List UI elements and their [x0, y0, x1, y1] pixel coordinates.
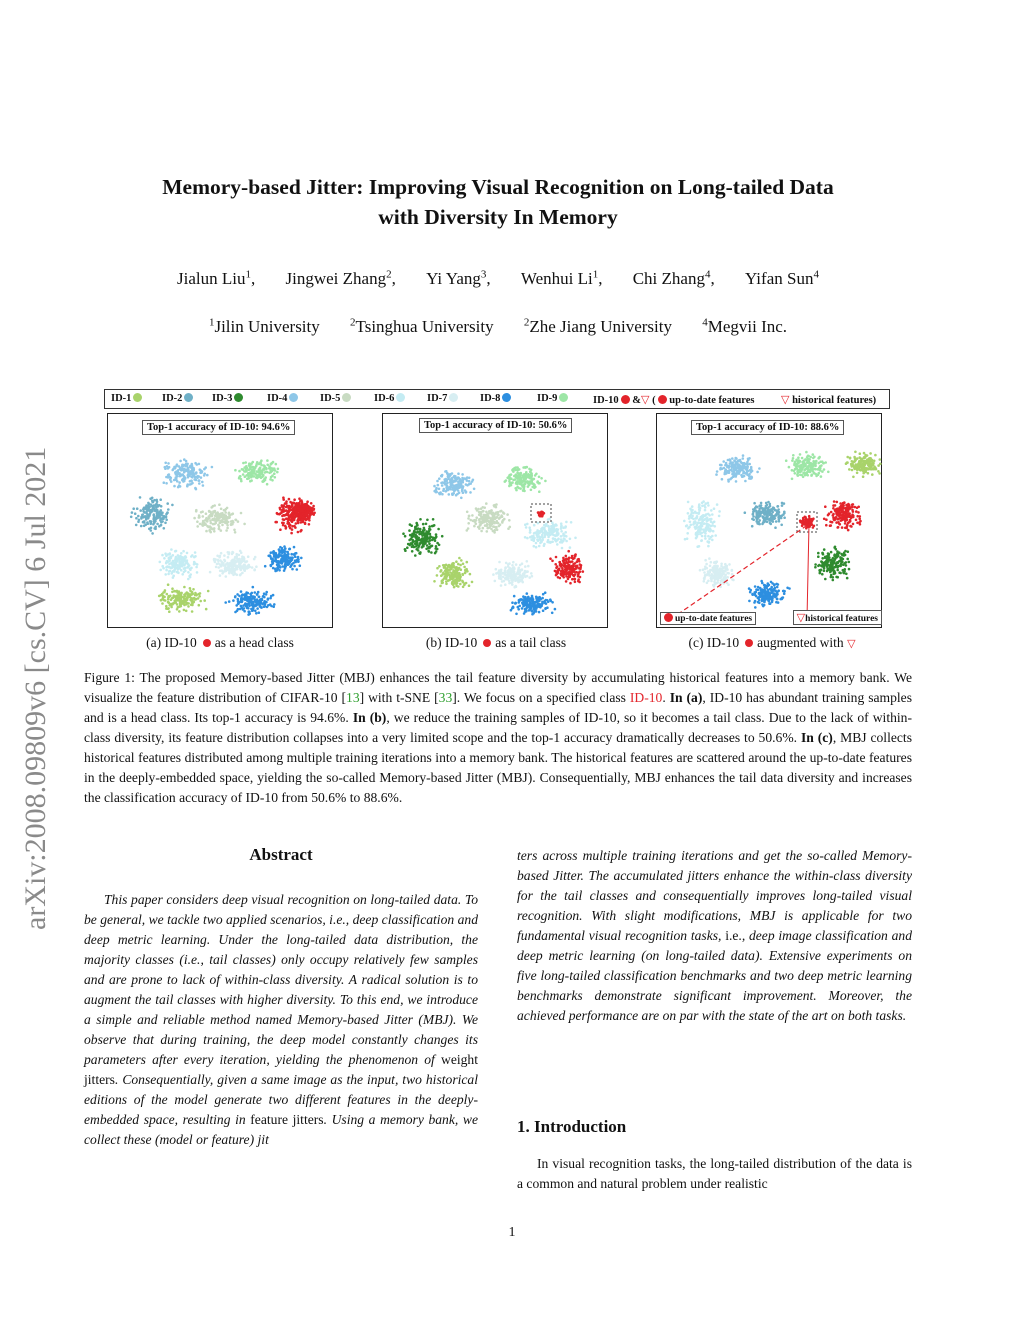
section-heading-introduction: 1. Introduction	[517, 1117, 627, 1136]
legend-dot-icon	[234, 393, 243, 402]
legend-id-3: ID-3	[212, 393, 243, 404]
legend-id-10: ID-10 &▽ ( up-to-date features	[593, 394, 755, 406]
cluster-1	[433, 470, 475, 499]
triangle-icon: ▽	[796, 612, 806, 624]
historical-tag: ▽historical features	[793, 610, 882, 625]
abstract-text-right: ters across multiple training iterations and get the so-called Memory-based Jitter. The accumulated jitters enhance the within-class diversity for the tail classes and consequentially improves long-tailed visual recognition. With slight modifications, MBJ is applicable for two fundamental visual recognition tasks, i.e., deep image classification and deep metric learning (on long-tailed data). Extensive experiments on five long-tailed classification benchmarks and two deep metric learning benchmarks demonstrate significant improvement. Moreover, the achieved performance are on par with the state of the art on both tasks.	[517, 848, 912, 1023]
cluster-4	[193, 503, 246, 533]
cluster-6	[699, 557, 735, 588]
legend-dot-icon	[449, 393, 458, 402]
author: Wenhui Li$^1$,	[520, 268, 603, 288]
pointer-line-left	[671, 524, 809, 619]
cluster-6	[159, 548, 199, 580]
title-line-2: with Diversity In Memory	[378, 205, 618, 229]
legend-id-6: ID-6	[374, 393, 405, 404]
cluster-4	[744, 501, 786, 529]
tsne-plot-a	[108, 414, 334, 629]
affiliation-list	[100, 316, 896, 337]
red-dot-icon	[664, 613, 673, 622]
arxiv-stamp-text: arXiv:2008.09809v6 [cs.CV] 6 Jul 2021	[19, 446, 52, 930]
cluster-3	[402, 518, 443, 557]
abstract-heading: Abstract	[249, 845, 313, 864]
figure-legend	[104, 389, 890, 409]
uptodate-tag: up-to-date features	[660, 612, 756, 625]
accuracy-label-a: Top-1 accuracy of ID-10: 94.6%	[142, 420, 295, 435]
page-number: 1	[508, 1225, 516, 1240]
cluster-9	[510, 591, 557, 615]
tsne-plot-b	[383, 414, 609, 629]
cluster-10	[224, 586, 275, 616]
author: Yi Yang$^3$,	[426, 268, 491, 288]
legend-id-8: ID-8	[480, 393, 511, 404]
legend-dot-icon	[502, 393, 511, 402]
cluster-8	[748, 580, 791, 609]
cluster-7	[814, 546, 850, 582]
author-list	[100, 268, 896, 289]
tsne-plot-c	[657, 414, 890, 629]
affiliation: $^2$Tsinghua University	[350, 316, 494, 336]
author: Jingwei Zhang$^2$,	[285, 268, 396, 288]
pointer-line-right	[807, 524, 809, 619]
cluster-2	[785, 451, 830, 480]
cluster-2	[504, 466, 547, 493]
legend-dot-icon	[559, 393, 568, 402]
author: Jialun Liu$^1$,	[177, 268, 256, 288]
cluster-8	[264, 545, 303, 572]
legend-id-9: ID-9	[537, 393, 568, 404]
legend-id-7: ID-7	[427, 393, 458, 404]
cluster-6	[433, 557, 473, 589]
accuracy-label-b: Top-1 accuracy of ID-10: 50.6%	[419, 418, 572, 433]
cluster-8	[549, 550, 584, 585]
cluster-3	[683, 500, 721, 548]
affiliation: $^4$Megvii Inc.	[702, 316, 788, 336]
cluster-id10-tail	[537, 511, 546, 518]
accuracy-label-c: Top-1 accuracy of ID-10: 88.6%	[691, 420, 844, 435]
subcaption-a: (a) ID-10 as a head class	[146, 635, 294, 650]
title-line-1: Memory-based Jitter: Improving Visual Recognition on Long-tailed Data	[162, 175, 834, 199]
cluster-7	[209, 550, 258, 578]
legend-dot-icon	[396, 393, 405, 402]
cluster-id10-head	[292, 500, 316, 525]
triangle-icon: ▽	[641, 394, 650, 406]
affiliation: $^2$Zhe Jiang University	[523, 316, 672, 336]
red-dot-icon	[203, 639, 211, 647]
cluster-1	[715, 454, 761, 482]
red-dot-icon	[483, 639, 491, 647]
cluster-3	[130, 496, 174, 535]
cluster-id10-augmented	[799, 515, 815, 530]
arxiv-stamp	[14, 372, 54, 932]
legend-dot-icon	[289, 393, 298, 402]
cluster-7	[492, 560, 533, 589]
red-dot-icon	[745, 639, 753, 647]
subcaption-c: (c) ID-10 augmented with ▽	[688, 635, 856, 650]
panel-c	[656, 413, 882, 628]
cluster-9	[158, 583, 210, 613]
legend-dot-icon	[133, 393, 142, 402]
legend-id-1: ID-1	[111, 393, 142, 404]
legend-dot-icon	[184, 393, 193, 402]
cluster-5	[823, 500, 862, 531]
abstract-text-left: This paper considers deep visual recognition on long-tailed data. To be general, we tackle two applied scenarios, i.e., deep classification and deep metric learning. Under the long-tailed data distribution, the majority classes (i.e., tail classes) only occupy relatively few samples and are prone to lack of within-class diversity. A radical solution is to augment the tail classes with higher diversity. To this end, we introduce a simple and reliable method named Memory-based Jitter (MBJ). We observe that during training, the deep model constantly changes its parameters after every iteration, yielding the phenomenon of weight jitters. Consequentially, given a same image as the input, two historical editions of the model generate two different features in the deeply-embedded space, resulting in feature jitters. Using a memory bank, we collect these (model or feature) jit	[84, 892, 478, 1147]
citation-link[interactable]: 33	[438, 690, 453, 705]
affiliation: $^1$Jilin University	[208, 316, 320, 336]
panel-a	[107, 413, 333, 628]
paper-title	[100, 172, 896, 232]
legend-dot-icon	[342, 393, 351, 402]
cluster-4	[466, 502, 512, 533]
cluster-2	[234, 459, 279, 485]
triangle-icon: ▽	[847, 638, 856, 650]
legend-historical: ▽ historical features)	[781, 394, 877, 406]
triangle-icon: ▽	[781, 394, 790, 406]
legend-id-4: ID-4	[267, 393, 298, 404]
figure-caption: Figure 1: The proposed Memory-based Jitter (MBJ) enhances the tail feature diversity by accumulating historical features into a memory bank. We visualize the feature distribution of CIFAR-10 [13] with t-SNE [33]. We focus on a specified class ID-10. In (a), ID-10 has abundant training samples and is a head class. Its top-1 accuracy is 94.6%. In (b), we reduce the training samples of ID-10, so it becomes a tail class. Due to the lack of within-class diversity, its feature distribution collapses into a very limited scope and the top-1 accuracy dramatically decreases to 50.6%. In (c), MBJ collects historical features distributed among multiple training iterations into a memory bank. The historical features are scattered around the up-to-date features in the deeply-embedded space, yielding the so-called Memory-based Jitter (MBJ). Consequentially, MBJ enhances the tail data diversity and increases the classification accuracy of ID-10 from 50.6% to 88.6%.	[84, 670, 912, 805]
cluster-9	[845, 451, 882, 479]
citation-link[interactable]: 13	[346, 690, 360, 705]
author: Yifan Sun$^4$	[744, 268, 819, 288]
legend-dot-icon	[621, 395, 630, 404]
introduction-text: In visual recognition tasks, the long-tailed distribution of the data is a common and natural problem under realistic	[517, 1156, 912, 1191]
author: Chi Zhang$^4$,	[632, 268, 715, 288]
cluster-1	[163, 458, 214, 490]
subcaption-b: (b) ID-10 as a tail class	[425, 635, 567, 650]
panel-b	[382, 413, 608, 628]
legend-dot-icon	[658, 395, 667, 404]
legend-id-2: ID-2	[162, 393, 193, 404]
legend-id-5: ID-5	[320, 393, 351, 404]
